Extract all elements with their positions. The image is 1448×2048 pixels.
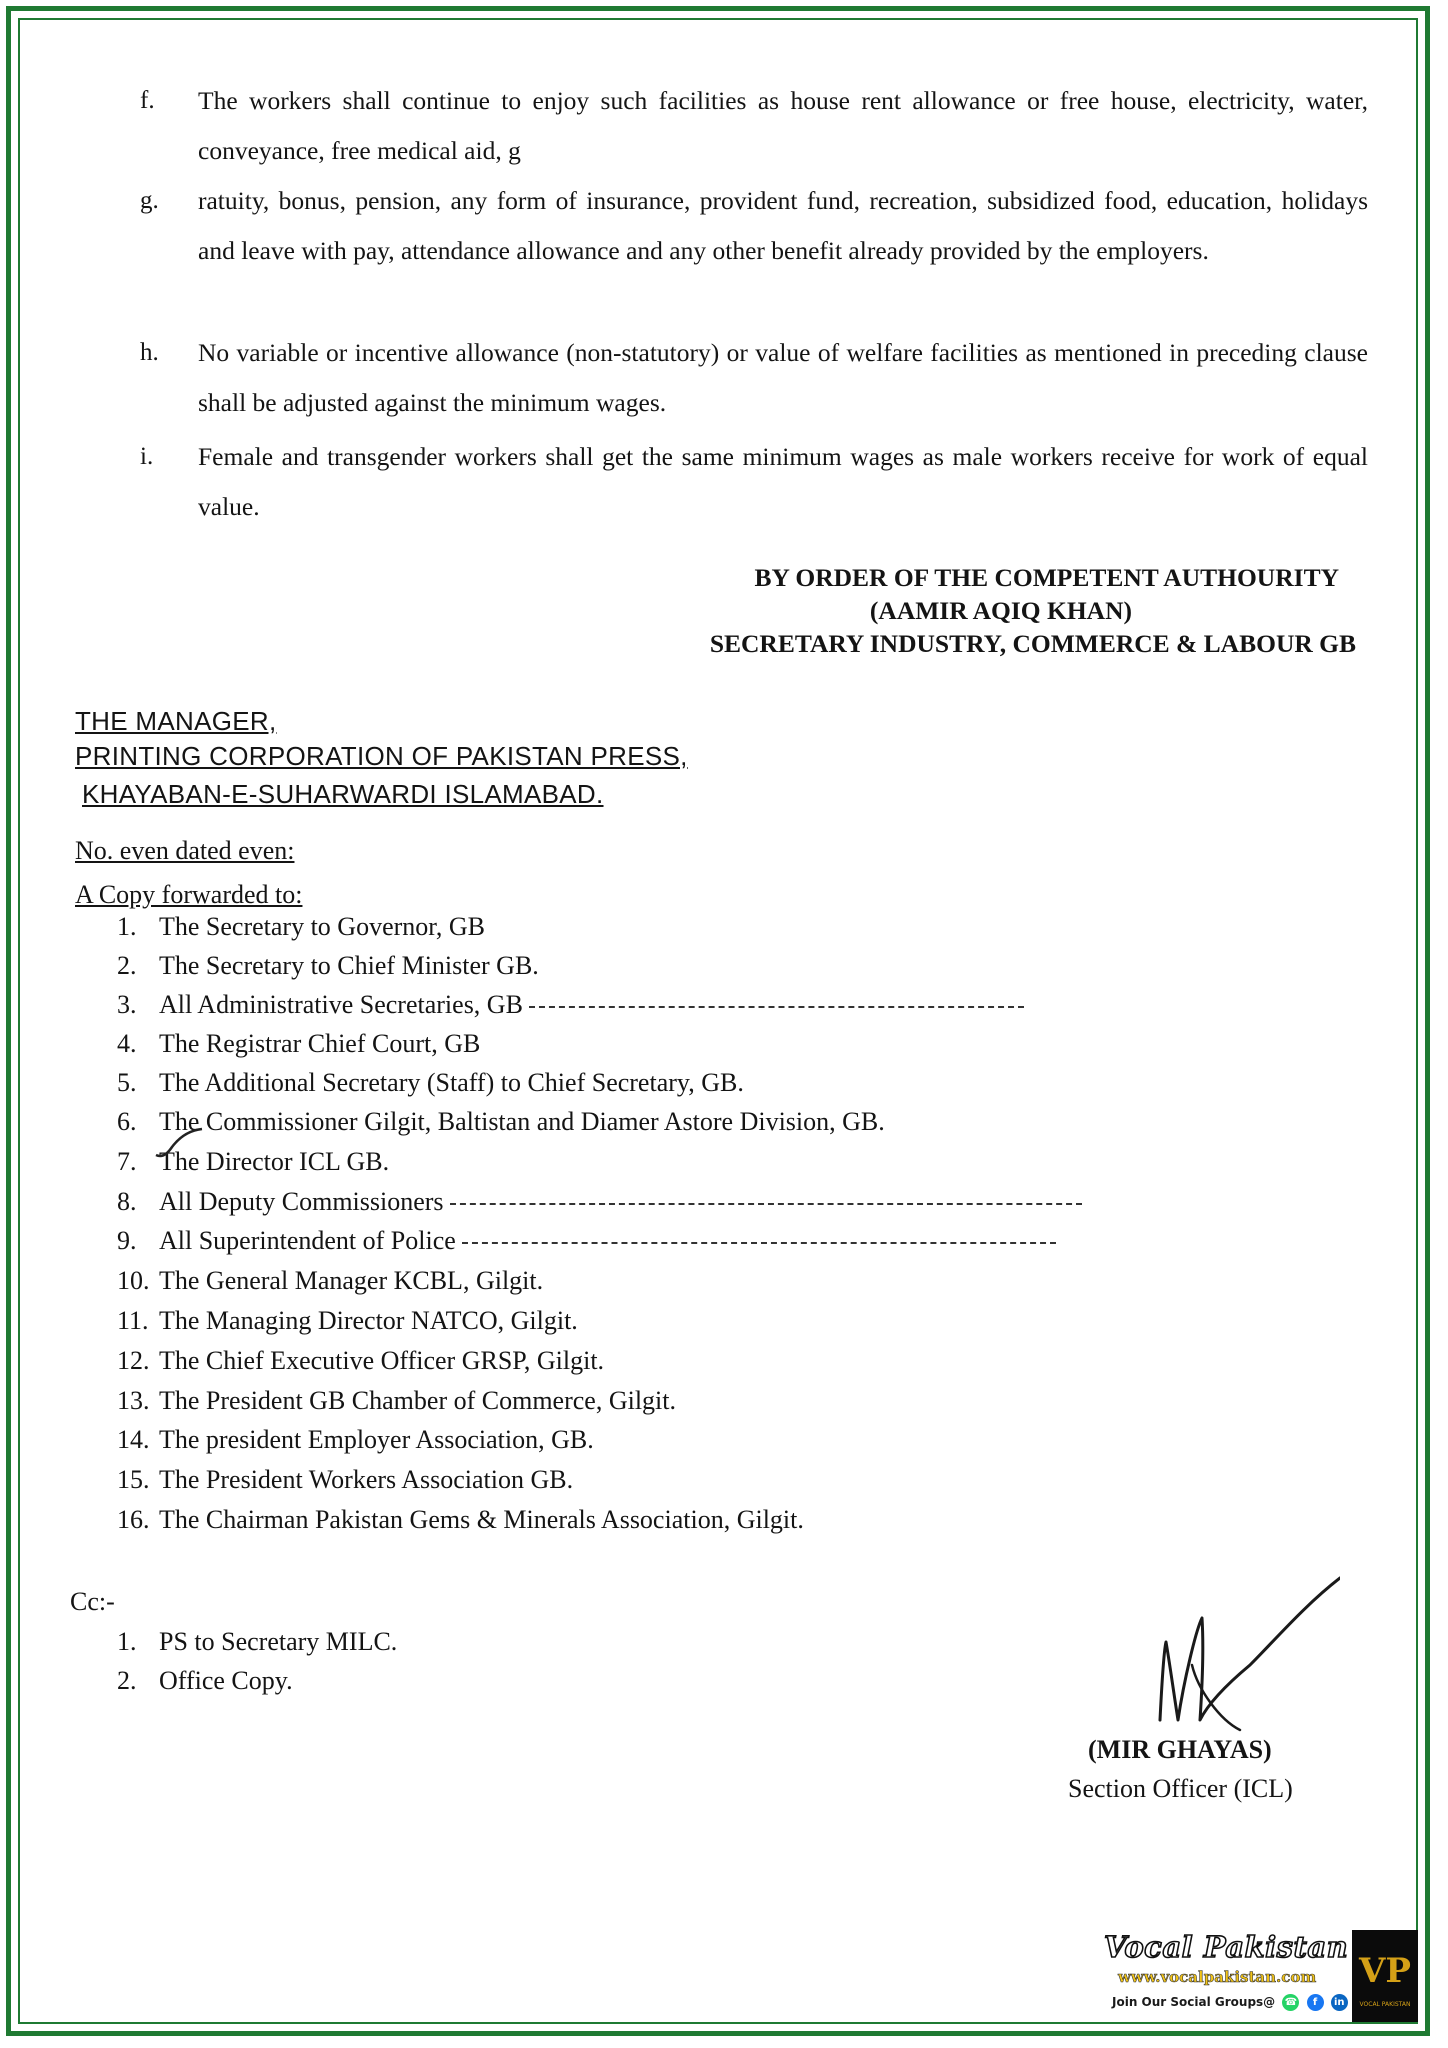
reference-number: No. even dated even: [75, 836, 295, 865]
clause-marker: f. [140, 87, 155, 114]
list-text: The President Workers Association GB. [159, 1465, 574, 1494]
cc-heading: Cc:- [70, 1587, 115, 1616]
clause-marker: g. [140, 187, 159, 214]
list-text: The Registrar Chief Court, GB [159, 1029, 481, 1058]
list-text: The Chief Executive Officer GRSP, Gilgit. [159, 1346, 605, 1375]
cc-item [117, 1666, 293, 1696]
list-item [117, 1505, 804, 1535]
list-text: The Director ICL GB. [159, 1147, 390, 1176]
address-line-3: KHAYABAN-E-SUHARWARDI ISLAMABAD. [82, 779, 604, 809]
order-secretary-name: (AAMIR AQIQ KHAN) [869, 596, 1132, 625]
signatory-title: Section Officer (ICL) [1068, 1774, 1293, 1803]
signatory-name: (MIR GHAYAS) [1088, 1735, 1272, 1764]
list-number: 13. [117, 1386, 150, 1415]
address-line-2: PRINTING CORPORATION OF PAKISTAN PRESS, [75, 741, 688, 771]
list-item [117, 912, 485, 942]
order-authority: BY ORDER OF THE COMPETENT AUTHOURITY [754, 563, 1339, 592]
list-number: 7. [117, 1147, 137, 1176]
clause-marker: i. [140, 443, 154, 470]
dash-line [529, 1006, 1024, 1008]
brand-name: Vocal Pakistan [1104, 1930, 1349, 1964]
clause-text: The workers shall continue to enjoy such facilities as house rent allowance or free house, electricity, water, conveyance, free medical aid, g [198, 86, 1368, 165]
list-number: 10. [117, 1266, 150, 1295]
list-number: 1. [117, 912, 137, 941]
list-item [117, 1386, 676, 1416]
list-text: All Deputy Commissioners [159, 1187, 444, 1216]
facebook-icon[interactable]: f [1307, 1994, 1324, 2011]
clause-text: ratuity, bonus, pension, any form of insurance, provident fund, recreation, subsidized food, education, holidays and leave with pay, attendance allowance and any other benefit already provided by the employers. [198, 186, 1368, 265]
whatsapp-icon[interactable]: ☎ [1282, 1994, 1299, 2011]
tick-mark-icon [150, 1125, 210, 1165]
clause-text: Female and transgender workers shall get the same minimum wages as male workers receive for work of equal value. [198, 442, 1368, 521]
address-line-1: THE MANAGER, [75, 706, 277, 736]
list-text: The President GB Chamber of Commerce, Gilgit. [159, 1386, 677, 1415]
list-text: All Superintendent of Police [159, 1226, 456, 1255]
list-number: 16. [117, 1505, 150, 1534]
vocal-pakistan-logo [1352, 1930, 1418, 2022]
list-item [117, 951, 539, 981]
copy-forwarded-heading: A Copy forwarded to: [75, 880, 303, 909]
list-number: 2. [117, 951, 137, 980]
list-item [117, 990, 1024, 1020]
list-text: The General Manager KCBL, Gilgit. [159, 1266, 544, 1295]
brand-social [1112, 1994, 1348, 2011]
order-secretary-title: SECRETARY INDUSTRY, COMMERCE & LABOUR GB [709, 629, 1356, 658]
logo-caption: VOCAL PAKISTAN [1359, 2001, 1411, 2008]
dash-line [450, 1203, 1082, 1205]
list-text: The Secretary to Governor, GB [159, 912, 486, 941]
cc-item [117, 1627, 397, 1657]
list-item [117, 1068, 744, 1098]
list-text: PS to Secretary MILC. [159, 1627, 398, 1656]
list-item [117, 1306, 578, 1336]
list-number: 1. [117, 1627, 137, 1656]
list-number: 6. [117, 1107, 137, 1136]
list-item [117, 1029, 480, 1059]
list-text: The Secretary to Chief Minister GB. [159, 951, 539, 980]
list-text: The Chairman Pakistan Gems & Minerals Association, Gilgit. [159, 1505, 804, 1534]
list-item [117, 1107, 885, 1137]
brand-social-text: Join Our Social Groups@ [1112, 1995, 1276, 2009]
list-item [117, 1226, 1056, 1256]
list-text: The president Employer Association, GB. [159, 1425, 594, 1454]
linkedin-icon[interactable]: in [1331, 1994, 1348, 2011]
list-number: 5. [117, 1068, 137, 1097]
list-item [117, 1346, 604, 1376]
list-number: 3. [117, 990, 137, 1019]
clause-text: No variable or incentive allowance (non-statutory) or value of welfare facilities as mentioned in preceding clause shall be adjusted against the minimum wages. [198, 338, 1368, 417]
list-number: 11. [117, 1306, 149, 1335]
list-number: 4. [117, 1029, 137, 1058]
list-number: 14. [117, 1425, 150, 1454]
logo-icon [1352, 1930, 1418, 2022]
logo-text: VP [1359, 1951, 1411, 1991]
list-number: 8. [117, 1187, 137, 1216]
list-text: The Additional Secretary (Staff) to Chief Secretary, GB. [159, 1068, 744, 1097]
list-text: All Administrative Secretaries, GB [159, 990, 523, 1019]
list-number: 12. [117, 1346, 150, 1375]
list-text: The Commissioner Gilgit, Baltistan and Diamer Astore Division, GB. [159, 1107, 885, 1136]
list-item [117, 1425, 594, 1455]
brand-url[interactable]: www.vocalpakistan.com [1118, 1968, 1317, 1986]
list-number: 9. [117, 1226, 137, 1255]
list-item [117, 1266, 543, 1296]
signature-icon [1140, 1570, 1340, 1750]
list-item [117, 1187, 1082, 1217]
list-text: The Managing Director NATCO, Gilgit. [159, 1306, 578, 1335]
list-number: 15. [117, 1465, 150, 1494]
vocal-pakistan-branding [1090, 1930, 1420, 2025]
clause-marker: h. [140, 339, 159, 366]
list-text: Office Copy. [159, 1666, 293, 1695]
list-number: 2. [117, 1666, 137, 1695]
dash-line [462, 1242, 1056, 1244]
list-item [117, 1465, 573, 1495]
